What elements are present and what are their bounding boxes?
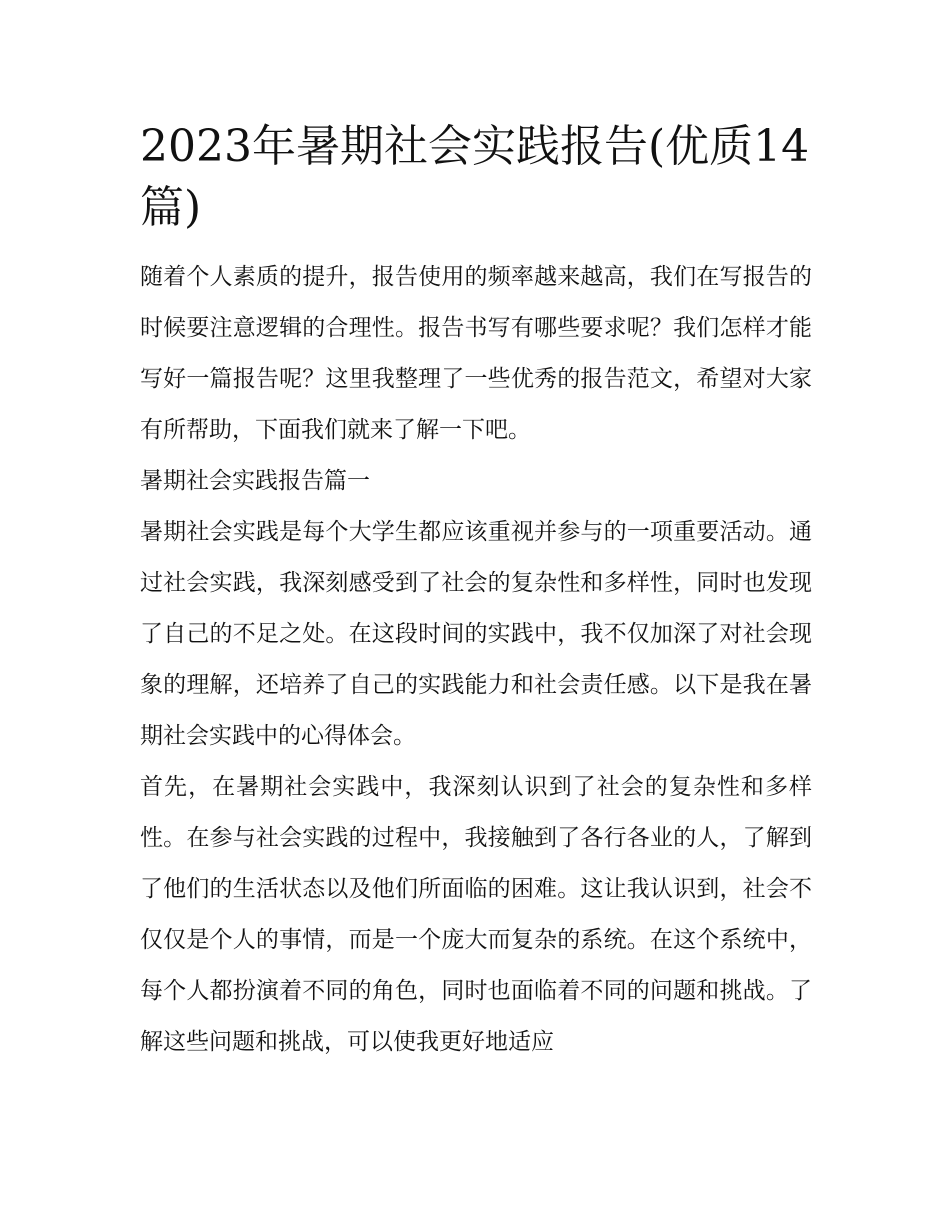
section-heading: 暑期社会实践报告篇一	[140, 468, 370, 494]
document-page	[140, 116, 812, 1068]
body-paragraph-2: 首先，在暑期社会实践中，我深刻认识到了社会的复杂性和多样性。在参与社会实践的过程中，我接触到了各行各业的人，了解到了他们的生活状态以及他们所面临的困难。这让我认识到，社会不仅仅是个人的事情，而是一个庞大而复杂的系统。在这个系统中，每个人都扮演着不同的角色，同时也面临着不同的问题和挑战。了解这些问题和挑战，可以使我更好地适应	[140, 774, 812, 1055]
body-paragraph-1: 暑期社会实践是每个大学生都应该重视并参与的一项重要活动。通过社会实践，我深刻感受到了社会的复杂性和多样性，同时也发现了自己的不足之处。在这段时间的实践中，我不仅加深了对社会现象的理解，还培养了自己的实践能力和社会责任感。以下是我在暑期社会实践中的心得体会。	[140, 519, 812, 749]
intro-paragraph: 随着个人素质的提升，报告使用的频率越来越高，我们在写报告的时候要注意逻辑的合理性。报告书写有哪些要求呢？我们怎样才能写好一篇报告呢？这里我整理了一些优秀的报告范文，希望对大家有所帮助，下面我们就来了解一下吧。	[140, 264, 812, 443]
document-title: 2023年暑期社会实践报告(优质14篇)	[140, 121, 810, 233]
